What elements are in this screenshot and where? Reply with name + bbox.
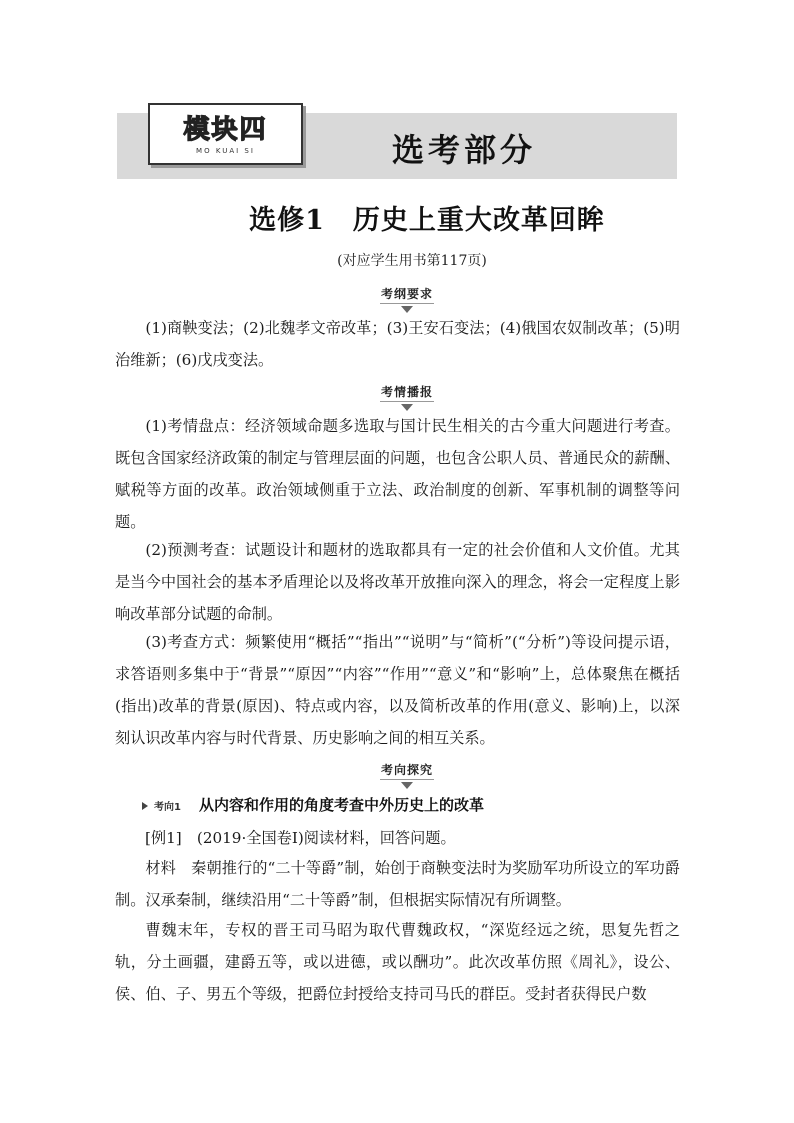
syllabus-heading <box>0 285 794 313</box>
direction-heading <box>142 794 484 815</box>
divider <box>380 779 434 780</box>
report-label: 考情播报 <box>380 385 433 399</box>
report-paragraph-1: (1)考情盘点：经济领域命题多选取与国计民生相关的古今重大问题进行考查。既包含国家经济政策的制定与管理层面的问题，也包含公职人员、普通民众的薪酬、赋税等方面的改革。政治领域侧重于立法、政治制度的创新、军事机制的调整等问题。 <box>115 417 680 531</box>
module-pinyin: MO KUAI SI <box>196 147 255 155</box>
syllabus-text: (1)商鞅变法；(2)北魏孝文帝改革；(3)王安石变法；(4)俄国农奴制改革；(5)明治维新；(6)戊戌变法。 <box>115 319 680 369</box>
chapter-title: 选修1 历史上重大改革回眸 <box>249 205 605 236</box>
report-paragraph-2: (2)预测考查：试题设计和题材的选取都具有一定的社会价值和人文价值。尤其是当今中国社会的基本矛盾理论以及将改革开放推向深入的理念，将会一定程度上影响改革部分试题的命制。 <box>115 541 680 623</box>
report-heading <box>0 383 794 411</box>
module-label: 模块四 <box>183 115 268 145</box>
divider <box>380 303 434 304</box>
explore-label: 考向探究 <box>380 763 433 777</box>
direction-tag: 考向1 <box>154 802 181 813</box>
direction-title: 从内容和作用的角度考查中外历史上的改革 <box>198 796 484 814</box>
module-badge <box>148 103 303 165</box>
explore-heading <box>0 761 794 789</box>
triangle-marker-icon <box>401 782 413 789</box>
book-reference: (对应学生用书第117页) <box>337 253 487 269</box>
divider <box>380 401 434 402</box>
material-paragraph-2: 曹魏末年，专权的晋王司马昭为取代曹魏政权，“深览经远之统，思复先哲之轨，分土画疆，建爵五等，或以进德，或以酬功”。此次改革仿照《周礼》，设公、侯、伯、子、男五个等级，把爵位封授给支持司马氏的群臣。受封者获得民户数 <box>115 921 680 1003</box>
example-intro: [例1] (2019·全国卷Ⅰ)阅读材料，回答问题。 <box>145 829 456 847</box>
syllabus-label: 考纲要求 <box>380 287 433 301</box>
report-paragraph-3: (3)考查方式：频繁使用“概括”“指出”“说明”与“简析”(“分析”)等设问提示语，求答语则多集中于“背景”“原因”“内容”“作用”“意义”和“影响”上，总体聚焦在概括(指出)改革的背景(原因)、特点或内容，以及简析改革的作用(意义、影响)上，以深刻认识改革内容与时代背景、历史影响之间的相互关系。 <box>115 633 680 747</box>
section-title: 选考部分 <box>392 131 537 169</box>
play-marker-icon <box>142 802 148 810</box>
material-paragraph-1: 材料 秦朝推行的“二十等爵”制，始创于商鞅变法时为奖励军功所设立的军功爵制。汉承秦制，继续沿用“二十等爵”制，但根据实际情况有所调整。 <box>115 859 680 909</box>
